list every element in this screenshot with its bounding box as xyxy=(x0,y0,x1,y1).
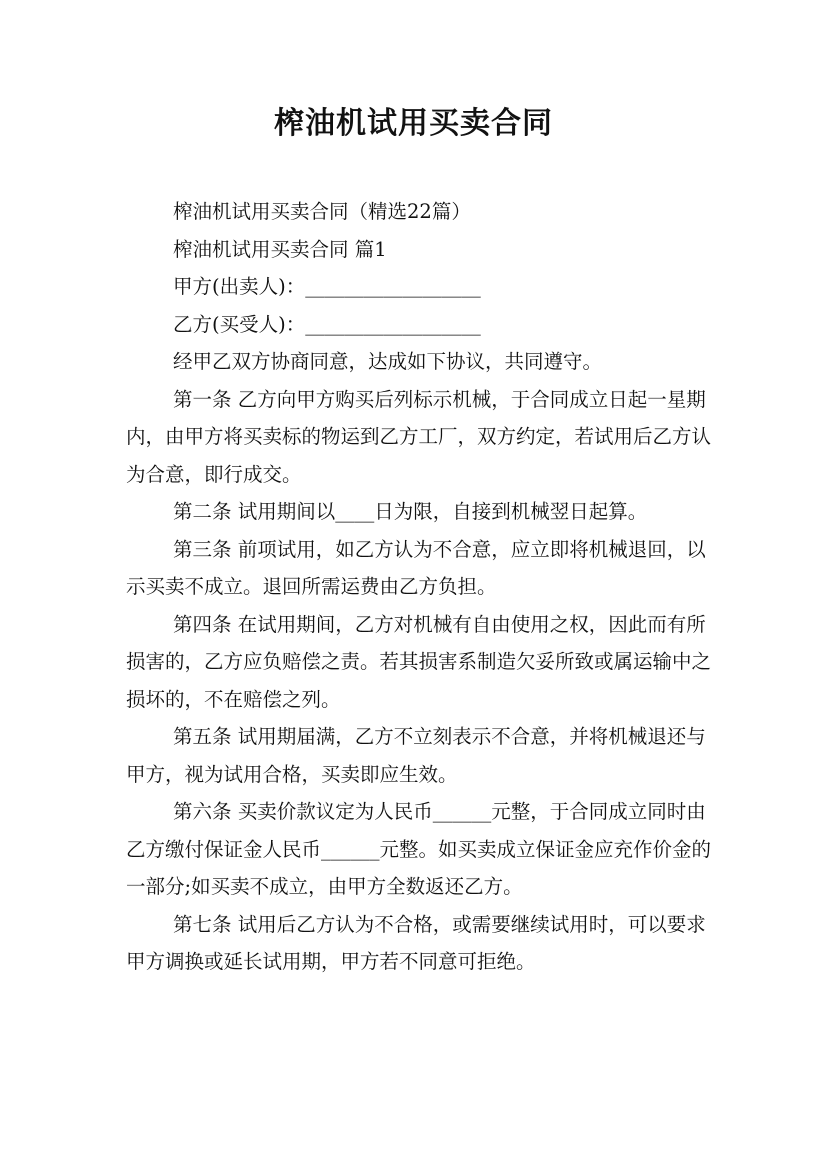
article-3: 第三条 前项试用，如乙方认为不合意，应立即将机械退回，以示买卖不成立。退回所需运费由乙方负担。 xyxy=(126,537,706,598)
article-4: 第四条 在试用期间，乙方对机械有自由使用之权，因此而有所损害的，乙方应负赔偿之责。若其损害系制造欠妥所致或属运输中之损坏的，不在赔偿之列。 xyxy=(126,612,712,711)
article-1: 第一条 乙方向甲方购买后列标示机械，于合同成立日起一星期内，由甲方将买卖标的物运到乙方工厂，双方约定，若试用后乙方认为合意，即行成交。 xyxy=(126,387,712,486)
article-5: 第五条 试用期届满，乙方不立刻表示不合意，并将机械退还与甲方，视为试用合格，买卖即应生效。 xyxy=(126,725,706,786)
article-2: 第二条 试用期间以____日为限，自接到机械翌日起算。 xyxy=(173,500,648,523)
article-7: 第七条 试用后乙方认为不合格，或需要继续试用时，可以要求甲方调换或延长试用期，甲方若不同意可拒绝。 xyxy=(126,912,706,973)
party-b-line: 乙方(买受人)：__________________ xyxy=(173,312,481,336)
document-subtitle: 榨油机试用买卖合同（精选22篇） xyxy=(173,200,471,223)
document-body xyxy=(126,193,716,981)
document-title: 榨油机试用买卖合同 xyxy=(274,106,553,141)
agreement-intro: 经甲乙双方协商同意，达成如下协议，共同遵守。 xyxy=(173,350,603,373)
party-a-line: 甲方(出卖人)：__________________ xyxy=(173,275,481,298)
section-heading: 榨油机试用买卖合同 篇1 xyxy=(173,237,387,261)
article-6: 第六条 买卖价款议定为人民币______元整，于合同成立同时由乙方缴付保证金人民币______元整。如买卖成立保证金应充作价金的一部分;如买卖不成立，由甲方全数返还乙方。 xyxy=(126,800,712,898)
